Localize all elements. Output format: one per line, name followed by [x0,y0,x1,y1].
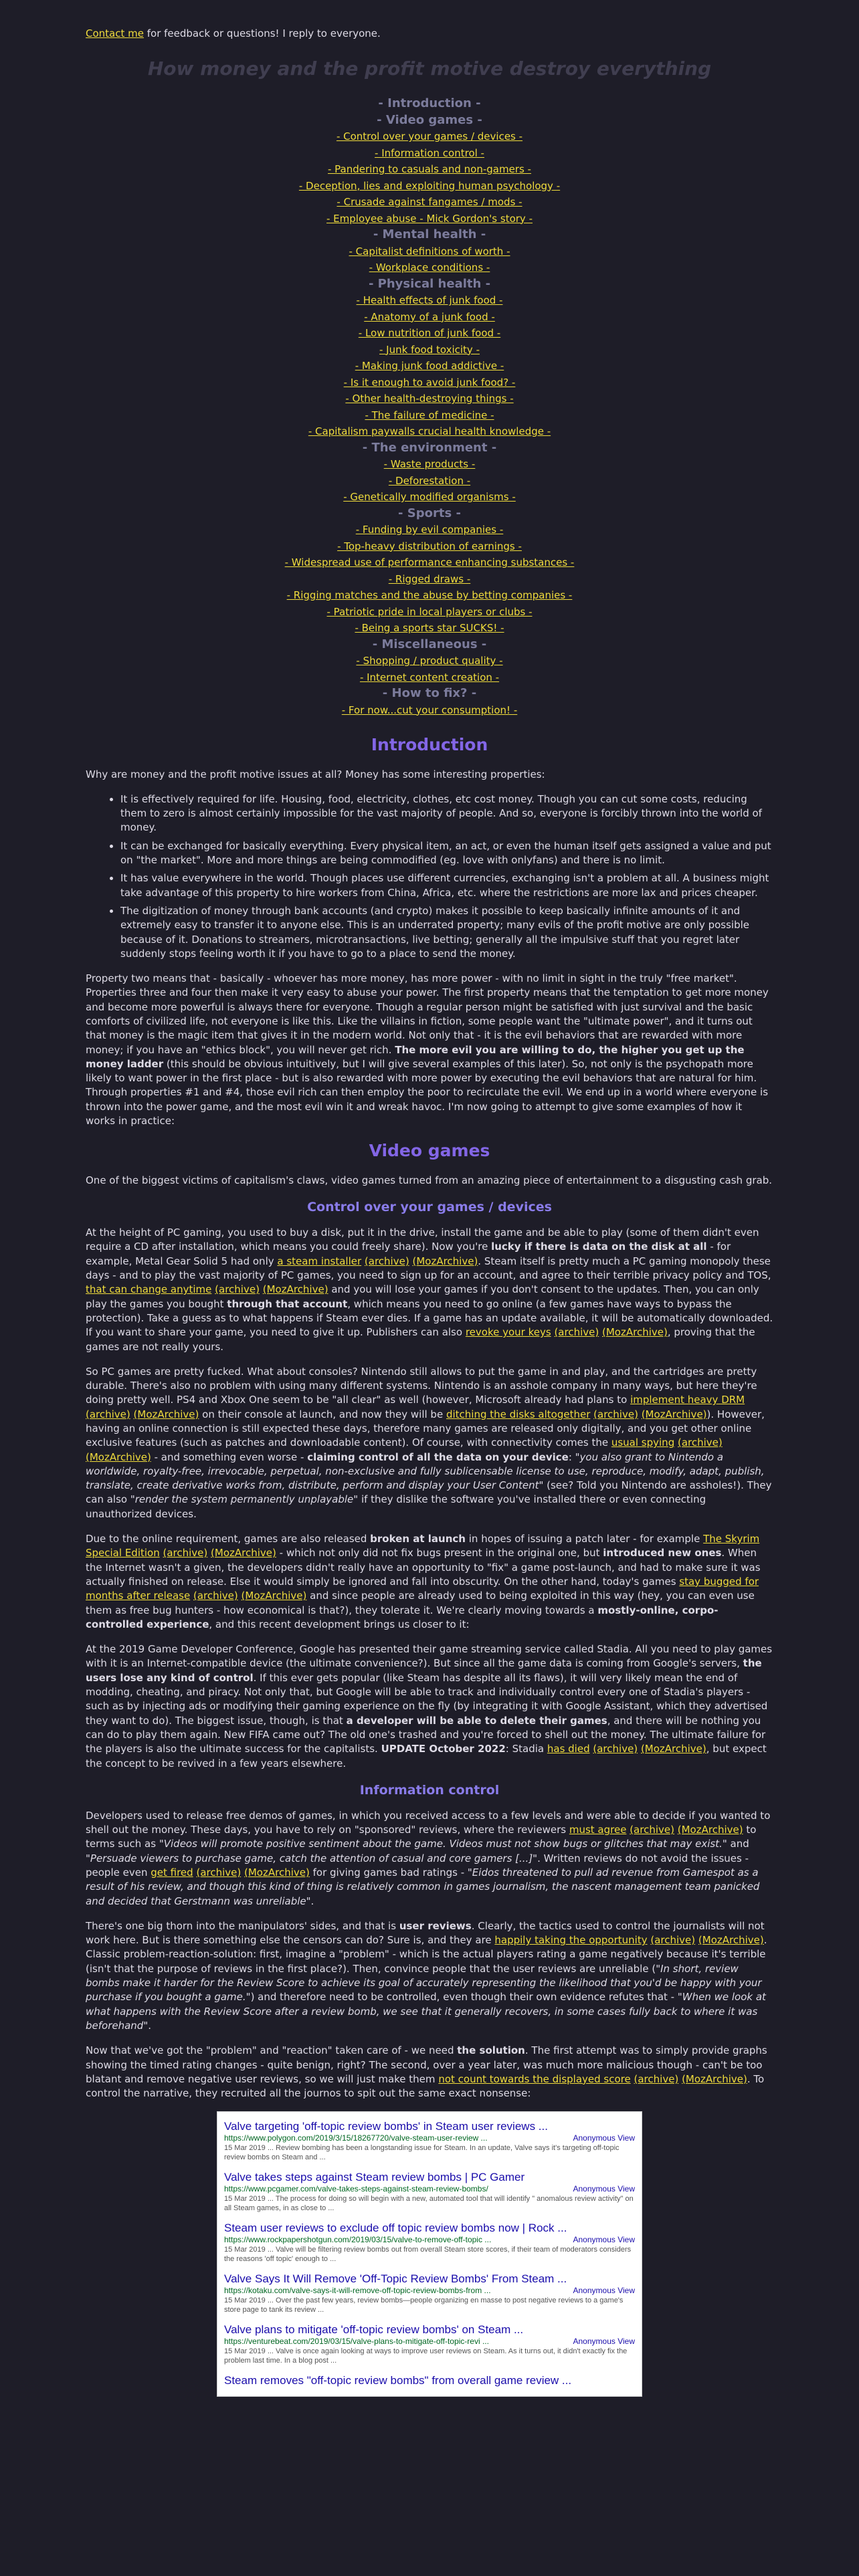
archive-link[interactable]: (archive) [554,1326,599,1339]
archive-link[interactable]: (archive) [163,1547,208,1560]
archive-link[interactable]: (archive) [634,2072,679,2085]
archive-link[interactable]: (archive) [196,1866,242,1879]
result-snippet: 15 Mar 2019 ... Valve is once again looking at ways to improve user reviews on Steam. As it turns out, it didn't exactly fix the problem last time. In a blog post ... [224,2347,628,2365]
toc-section [86,637,773,653]
toc-item [86,358,773,374]
anonymous-view-link[interactable]: Anonymous View [573,2235,635,2245]
contact-link[interactable]: Contact me [86,27,144,39]
result-url-row [224,2184,635,2194]
heading-information-control: Information control [359,1782,500,1798]
toc-item [86,456,773,473]
toc-item [86,342,773,358]
toc-link[interactable]: - Top-heavy distribution of earnings - [337,540,522,552]
toc-link[interactable]: - Internet content creation - [359,671,500,683]
toc-item [86,489,773,506]
result-title[interactable]: Steam removes "off-topic review bombs" from overall game review ... [224,2374,572,2387]
anonymous-view-link[interactable]: Anonymous View [573,2184,635,2194]
search-result [224,2370,635,2392]
result-url: https://www.rockpapershotgun.com/2019/03/15/valve-to-remove-off-topic ... [224,2235,492,2245]
search-result [224,2116,635,2167]
result-title[interactable]: Valve Says It Will Remove 'Off-Topic Review Bombs' From Steam ... [224,2272,567,2286]
must-agree-link[interactable]: must agree [569,1824,627,1836]
mozarchive-link[interactable]: (MozArchive) [698,1934,764,1947]
toc-item [86,571,773,588]
toc-item [86,243,773,260]
toc-link[interactable]: - For now...cut your consumption! - [341,704,518,716]
toc-item [86,178,773,195]
toc-link[interactable]: - Other health-destroying things - [345,393,514,405]
archive-link[interactable]: (archive) [215,1283,260,1296]
search-result [224,2268,635,2319]
toc-link[interactable]: - Junk food toxicity - [379,343,480,356]
archive-link[interactable]: (archive) [86,1408,130,1420]
mozarchive-link[interactable]: (MozArchive) [677,1824,743,1836]
list-item: • It can be exchanged for basically everything. Every physical item, an act, or even the human itself gets assigned a value and put on "the market". More and more things are being commodified (eg. love with onlyfans) and there is no limit. [120,839,773,868]
toc-link[interactable]: - Deception, lies and exploiting human psychology - [298,179,561,192]
heading-video-games: Video games [369,1141,490,1161]
toc-item [86,538,773,555]
toc-item [86,473,773,490]
mozarchive-link[interactable]: (MozArchive) [244,1866,310,1879]
control-paragraph-2: So PC games are pretty fucked. What about consoles? Nintendo still allows to put the game in and play, and the cartridges are pretty durable. There's also no problem with using many different systems. Nintendo is an asshole company in many ways, but here they're doing pretty well. PS4 and Xbox One seem to be "all clear" as well (however, Microsoft already had plans to implement heavy DRM (archive) (MozArchive) on their console at launch, and now they will be ditching the disks altogether (archive) (MozArchive)). However, having an online connection is still expected these days, therefore many games are released only digitally, and you get other online exclusive features (such as patches and downloadable content). Of course, with connectivity comes the usual spying (archive) (MozArchive) - and something even worse - claiming control of all the data on your device: "you also grant to Nintendo a worldwide, royalty-free, irrevocable, perpetual, non-exclusive and fully sublicensable license to use, reproduce, modify, adapt, publish, translate, create derivative works from, distribute, perform and display your User Content" (see? Told you Nintendo are assholes!). They can also "render the system permanently unplayable" if they dislike the software you've installed there or even connecting unauthorized devices. [86,1365,772,1520]
toc-item [86,669,773,686]
mozarchive-link[interactable]: (MozArchive) [640,1743,706,1755]
toc-section [86,440,773,457]
toc-link[interactable]: - Workplace conditions - [369,261,490,274]
toc-section [86,685,773,702]
toc-item [86,554,773,571]
search-result [224,2319,635,2370]
toc-link[interactable]: - Low nutrition of junk food - [358,327,501,340]
toc-section [86,506,773,522]
toc-section-link[interactable]: - Physical health - [368,276,491,291]
page-title: How money and the profit motive destroy everything [147,58,712,80]
info-paragraph-3: Now that we've got the "problem" and "reaction" taken care of - we need the solution. The first attempt was to simply provide graphs showing the timed rating changes - quite benign, right? The second, over a year later, was much more malicious though - can't be too blatant and remove negative user reviews, so we will just make them not count towards the displayed score (archive) (MozArchive). To control the narrative, they recruited all the journos to spit out the same exact nonsense: [86,2044,767,2100]
result-snippet: 15 Mar 2019 ... The process for doing so will begin with a new, automated tool that will identify " anomalous review activity" on all Steam games, in as close to ... [224,2195,634,2213]
heavy-drm-link[interactable]: implement heavy DRM [630,1394,745,1406]
mozarchive-link[interactable]: (MozArchive) [211,1547,276,1560]
toc-item [86,604,773,621]
result-title[interactable]: Valve takes steps against Steam review bombs | PC Gamer [224,2171,525,2184]
toc-item [86,423,773,440]
toc-link[interactable]: - The failure of medicine - [365,409,494,421]
mozarchive-link[interactable]: (MozArchive) [241,1590,307,1602]
mozarchive-link[interactable]: (MozArchive) [641,1408,707,1420]
result-title[interactable]: Valve plans to mitigate 'off-topic review bombs' on Steam ... [224,2323,524,2337]
toc-item [86,325,773,342]
toc-item [86,587,773,604]
result-url: https://www.polygon.com/2019/3/15/18267720/valve-steam-user-review ... [224,2133,488,2143]
archive-link[interactable]: (archive) [193,1590,238,1602]
list-item: • It has value everywhere in the world. Though places use different currencies, exchanging isn't a problem at all. A business might take advantage of this property to hire workers from China, Africa, etc. where the restrictions are more lax and prices cheaper. [120,871,773,900]
toc-item [86,702,773,719]
result-url: https://venturebeat.com/2019/03/15/valve-plans-to-mitigate-off-topic-revi ... [224,2337,489,2347]
result-url-row [224,2286,635,2296]
skyrim-link[interactable]: The Skyrim Special Edition [86,1533,760,1560]
usual-spying-link[interactable]: usual spying [611,1436,675,1449]
toc-link[interactable]: - Crusade against fangames / mods - [337,196,522,209]
heading-introduction: Introduction [371,735,488,755]
toc-section-link[interactable]: - Sports - [398,506,461,520]
mozarchive-link[interactable]: (MozArchive) [412,1255,478,1267]
toc-section [86,276,773,293]
table-of-contents [86,96,773,718]
anonymous-view-link[interactable]: Anonymous View [573,2286,635,2296]
toc-link[interactable]: - Deforestation - [388,474,471,487]
search-result [224,2218,635,2268]
archive-link[interactable]: (archive) [364,1255,409,1267]
toc-link[interactable]: - Being a sports star SUCKS! - [355,622,504,635]
toc-section-link[interactable]: - Video games - [377,112,482,127]
result-snippet: 15 Mar 2019 ... Valve will be filtering review bombs out from overall Steam store scores, if their team of moderators considers the reasons 'off topic' enough to ... [224,2246,632,2264]
toc-link[interactable]: - Funding by evil companies - [355,524,504,536]
list-item: • It is effectively required for life. Housing, food, electricity, clothes, etc cost money. Though you can cut some costs, reducing them to zero is almost certainly impossible for the vast majority of people. And so, everyone is forcibly thrown into the world of money. [120,792,773,835]
result-url-row [224,2235,635,2245]
toc-item [86,145,773,162]
toc-link[interactable]: - Health effects of junk food - [356,294,503,307]
steam-installer-link[interactable]: a steam installer [277,1255,362,1267]
toc-item [86,128,773,145]
get-fired-link[interactable]: get fired [151,1866,193,1879]
money-properties-list [86,792,773,961]
toc-link[interactable]: - Capitalist definitions of worth - [349,245,510,257]
toc-link[interactable]: - Widespread use of performance enhancing substances - [284,556,575,569]
toc-item [86,391,773,407]
archive-link[interactable]: (archive) [593,1743,638,1755]
list-item: • The digitization of money through bank accounts (and crypto) makes it possible to keep basically infinite amounts of it and extremely easy to transfer it to anyone else. This is an underrated property; many evils of the profit motive are only possible because of it. Donations to streamers, microtransactions, live betting; generally all the impulsive stuff that you regret later suddenly stops feeling worth it if you have to go to a place to send the money. [120,904,773,961]
toc-item [86,407,773,424]
result-url-row [224,2133,635,2143]
anonymous-view-link[interactable]: Anonymous View [573,2337,635,2347]
toc-item [86,194,773,211]
taking-opportunity-link[interactable]: happily taking the opportunity [494,1934,648,1947]
toc-link[interactable]: - Capitalism paywalls crucial health knowledge - [308,425,551,438]
heading-control: Control over your games / devices [307,1200,552,1215]
toc-section-link[interactable]: - Mental health - [373,227,486,242]
toc-item [86,522,773,538]
toc-section-link[interactable]: - Miscellaneous - [372,637,487,651]
toc-link[interactable]: - Rigging matches and the abuse by betting companies - [286,589,573,602]
mozarchive-link[interactable]: (MozArchive) [682,2072,747,2085]
result-title[interactable]: Valve targeting 'off-topic review bombs' in Steam user reviews ... [224,2120,548,2133]
search-results-screenshot [217,2111,642,2397]
result-title[interactable]: Steam user reviews to exclude off topic review bombs now | Rock ... [224,2222,567,2235]
tos-change-link[interactable]: that can change anytime [86,1283,212,1296]
result-url: https://kotaku.com/valve-says-it-will-remove-off-topic-review-bombs-from ... [224,2286,491,2296]
toc-link[interactable]: - Anatomy of a junk food - [364,310,495,323]
toc-link[interactable]: - Pandering to casuals and non-gamers - [328,163,531,176]
stadia-died-link[interactable]: has died [547,1743,590,1755]
toc-item [86,620,773,637]
control-paragraph-3: Due to the online requirement, games are also released broken at launch in hopes of issuing a patch later - for example The Skyrim Special Edition (archive) (MozArchive) - which not only did not fix bugs present in the original one, but introduced new ones. When the Internet wasn't a given, the developers didn't really have an opportunity to "fix" a game post-launch, and had to make sure it was actually finished on release. Else it would simply be ignored and fall into obscurity. On the other hand, today's games stay bugged for months after release (archive) (MozArchive) and since people are already used to being exploited in this way (hey, you can even use them as free bug hunters - how economical is that?), they tolerate it. We're clearly moving towards a mostly-online, corpo-controlled experience, and this recent development brings us closer to it: [86,1533,761,1630]
toc-link[interactable]: - Information control - [375,146,484,159]
anonymous-view-link[interactable]: Anonymous View [573,2133,635,2143]
toc-link[interactable]: - Rigged draws - [388,572,471,585]
result-url-row [224,2337,635,2347]
info-paragraph-1: Developers used to release free demos of games, in which you received access to a few levels and were able to decide if you wanted to shell out the money. These days, you have to rely on "sponsored" reviews, where the reviewers must agree (archive) (MozArchive) to terms such as "Videos will promote positive sentiment about the game. Videos must not show bugs or glitches that may exist." and "Persuade viewers to purchase game, catch the attention of casual and core gamers [...]". Written reviews do not avoid the issues - people even get fired (archive) (MozArchive) for giving games bad ratings - "Eidos threatened to pull ad revenue from Gamespot as a result of his review, and though this kind of thing is relatively common in games journalism, the nascent management team panicked and decided that Gerstmann was unreliable". [86,1809,771,1907]
toc-link[interactable]: - Patriotic pride in local players or clubs - [326,605,533,618]
result-url: https://www.pcgamer.com/valve-takes-steps-against-steam-review-bombs/ [224,2184,488,2194]
toc-link[interactable]: - Is it enough to avoid junk food? - [343,376,516,389]
toc-link[interactable]: - Genetically modified organisms - [343,491,516,504]
toc-item [86,309,773,326]
control-paragraph-1: At the height of PC gaming, you used to buy a disk, put it in the drive, install the game and be able to play (some of them didn't even require a CD after installation, which means you could freely share). Now you're lucky if there is data on the disk at all - for example, Metal Gear Solid 5 had only a steam installer (archive) (MozArchive). Steam itself is pretty much a PC gaming monopoly these days - and to play the vast majority of PC games, you need to sign up for an account, and agree to their terrible privacy policy and TOS, that can change anytime (archive) (MozArchive) and you will lose your games if you don't consent to the updates. Then, you can only play the games you bought through that account, which means you need to go online (a few games have ways to bypass the protection). Take a guess as to what happens if Steam ever dies. If a game has an update available, it will be automatically downloaded. If you want to share your game, you need to give it up. Publishers can also revoke your keys (archive) (MozArchive), proving that the games are not really yours. [86,1226,773,1353]
toc-item [86,292,773,309]
toc-link[interactable]: - Employee abuse - Mick Gordon's story - [326,212,533,225]
video-games-lead: One of the biggest victims of capitalism's claws, video games turned from an amazing piece of entertainment to a disgusting cash grab. [86,1174,772,1186]
toc-link[interactable]: - Shopping / product quality - [356,655,503,667]
mozarchive-link[interactable]: (MozArchive) [602,1326,668,1339]
intro-lead: Why are money and the profit motive issues at all? Money has some interesting properties: [86,768,545,780]
archive-link[interactable]: (archive) [593,1408,638,1420]
toc-item [86,653,773,669]
toc-section [86,96,773,112]
mozarchive-link[interactable]: (MozArchive) [86,1451,151,1463]
stay-bugged-link[interactable]: stay bugged for months after release [86,1575,759,1602]
intro-paragraph: Property two means that - basically - whoever has more money, has more power - with no limit in sight in the truly "free market". Properties three and four then make it very easy to abuse your power. The first property means that the temptation to get more money and become more powerful is always there for everyone. Though a regular person might be satisfied with just survival and the basic comforts of civilized life, not everyone is like this. Like the villains in fiction, some people want the "ultimate power", and it turns out that money is the magic item that gives it in the modern world. Not only that - it is the evil behaviors that are rewarded with more money; if you have an "ethics block", you will never get rich. The more evil you are willing to do, the higher you get up the money ladder (this should be obvious intuitively, but I will give several examples of this later). So, not only is the psychopath more likely to want power in the first place - but is also rewarded with more power by executing the evil behaviors that are natural for him. Through properties #1 and #4, those evil rich can then employ the poor to recirculate the evil. We end up in a world where everyone is thrown into the power game, and the most evil win it and wreak havoc. I'm now going to attempt to give some examples of how it works in practice: [86,972,769,1128]
toc-section-link[interactable]: - Introduction - [378,96,481,111]
toc-section-link[interactable]: - The environment - [362,440,497,455]
info-paragraph-2: There's one big thorn into the manipulators' sides, and that is user reviews. Clearly, the tactics used to control the journalists will not work here. But is there something else the censors can do? Sure is, and they are happily taking the opportunity (archive) (MozArchive). Classic problem-reaction-solution: first, imagine a "problem" - which is the actual players rating a game negatively because it's terrible (isn't that the purpose of reviews in the first place?). Then, convince people that the user reviews are unreliable ("In short, review bombs make it harder for the Review Score to achieve its goal of accurately representing the likelihood that you'd be happy with your purchase if you bought a game.") and therefore need to be controlled, even though their own evidence refutes that - "When we look at what happens with the Review Score after a review bomb, we see that it generally recovers, in some cases fully back to where it was beforehand". [86,1919,767,2032]
displayed-score-link[interactable]: not count towards the displayed score [438,2072,631,2085]
toc-link[interactable]: - Waste products - [383,458,476,471]
toc-section [86,112,773,129]
revoke-keys-link[interactable]: revoke your keys [465,1326,551,1339]
toc-item [86,161,773,178]
toc-link[interactable]: - Control over your games / devices - [336,130,523,143]
toc-item [86,374,773,391]
toc-section-link[interactable]: - How to fix? - [382,686,477,701]
mozarchive-link[interactable]: (MozArchive) [133,1408,199,1420]
mozarchive-link[interactable]: (MozArchive) [262,1283,328,1296]
archive-link[interactable]: (archive) [630,1824,674,1836]
archive-link[interactable]: (archive) [650,1934,696,1947]
search-result [224,2167,635,2218]
toc-item [86,211,773,227]
result-snippet: 15 Mar 2019 ... Review bombing has been a longstanding issue for Steam. In an update, Valve says it's targeting off-topic review bombs on Steam and ... [224,2144,619,2162]
control-paragraph-4: At the 2019 Game Developer Conference, Google has presented their game streaming service called Stadia. All you need to play games with it is an Internet-compatible device (the ultimate convenience?). But since all the game data is coming from Google's servers, the users lose any kind of control. If this ever gets popular (like Steam has despite all its flaws), it will very likely mean the end of modding, cheating, and piracy. Not only that, but Google will be able to track and individually control every one of Stadia's players - such as by injecting ads or modifying their gaming experience on the fly (by integrating it with Google Assistant, which they advertised they want to do). The biggest issue, though, is that a developer will be able to delete their games, and there will be nothing you can do to play them again. New FIFA came out? The old one's trashed and you're forced to shell out the money. The ultimate failure for the players is also the ultimate success for the capitalists. UPDATE October 2022: Stadia has died (archive) (MozArchive), but expect the concept to be revived in a few years elsewhere. [86,1643,773,1769]
ditching-disks-link[interactable]: ditching the disks altogether [446,1408,591,1420]
contact-line: Contact me for feedback or questions! I reply to everyone. [86,27,381,39]
toc-item [86,259,773,276]
toc-link[interactable]: - Making junk food addictive - [355,360,504,372]
result-snippet: 15 Mar 2019 ... Over the past few years, review bombs—people organizing en masse to post negative reviews to a game's store page to tank its review ... [224,2296,624,2315]
toc-section [86,227,773,243]
archive-link[interactable]: (archive) [678,1436,723,1449]
